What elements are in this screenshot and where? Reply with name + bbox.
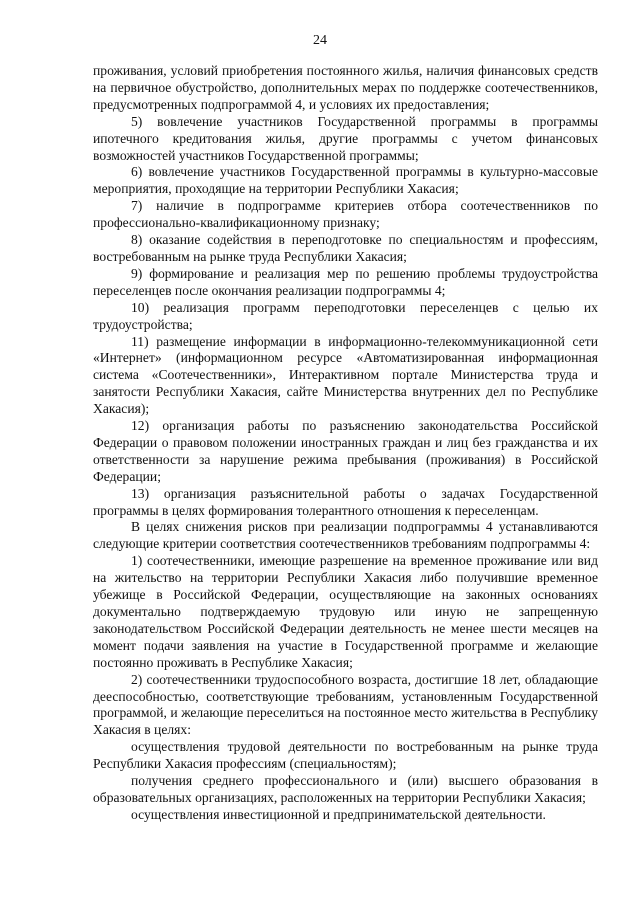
paragraph: 2) соотечественники трудоспособного возраста, достигшие 18 лет, обладающие дееспособностью, соответствующие требованиям, установленным Государственной программой, и желающие переселиться на постоянное место жительства в Республику Хакасия в целях: (93, 671, 598, 738)
paragraph: 7) наличие в подпрограмме критериев отбора соотечественников по профессионально-квалификационному признаку; (93, 198, 598, 231)
paragraph: 8) оказание содействия в переподготовке по специальностям и профессиям, востребованным на рынке труда Республики Хакасия; (93, 232, 598, 264)
paragraph: В целях снижения рисков при реализации подпрограммы 4 устанавливаются следующие критерии соответствия соотечественников требованиям подпрограммы 4: (93, 519, 598, 552)
page-number: 24 (313, 33, 327, 48)
paragraph: 11) размещение информации в информационно-телекоммуникационной сети «Интернет» (информационном ресурсе «Автоматизированная информационная система «Соотечественники», Интерактивном портале Министерства труда и занятости Республики Хакасия, сайте Министерства внутренних дел по Республике Хакасия); (93, 333, 598, 417)
paragraph: 9) формирование и реализация мер по решению проблемы трудоустройства переселенцев после окончания реализации подпрограммы 4; (93, 265, 598, 298)
paragraph: осуществления инвестиционной и предпринимательской деятельности. (131, 806, 546, 822)
paragraph: 13) организация разъяснительной работы о задачах Государственной программы в целях формирования толерантного отношения к переселенцам. (93, 485, 598, 518)
paragraph: осуществления трудовой деятельности по востребованным на рынке труда Республики Хакасия профессиям (специальностям); (93, 739, 598, 772)
paragraph: 12) организация работы по разъяснению законодательства Российской Федерации о правовом положении иностранных граждан и лиц без гражданства и их ответственности за нарушение режима пребывания (проживания) в Российской Федерации; (93, 418, 598, 484)
document-body (93, 63, 598, 824)
paragraph: 6) вовлечение участников Государственной программы в культурно-массовые мероприятия, проходящие на территории Республики Хакасия; (93, 164, 598, 197)
paragraph: 10) реализация программ переподготовки переселенцев с целью их трудоустройства; (93, 299, 598, 332)
paragraph: получения среднего профессионального и (или) высшего образования в образовательных организациях, расположенных на территории Республики Хакасия; (93, 773, 598, 805)
paragraph: 1) соотечественники, имеющие разрешение на временное проживание или вид на жительство на территории Республики Хакасия либо получившие временное убежище в Российской Федерации, осуществляющие на законных основаниях документально подтверждаемую трудовую или иную не запрещенную законодательством Российской Федерации деятельность не менее шести месяцев на момент подачи заявления на участие в Государственной программе и желающие постоянно проживать в Республике Хакасия; (93, 553, 598, 670)
paragraph: проживания, условий приобретения постоянного жилья, наличия финансовых средств на первичное обустройство, дополнительных мерах по поддержке соотечественников, предусмотренных подпрограммой 4, и условиях их предоставления; (93, 63, 598, 112)
paragraph: 5) вовлечение участников Государственной программы в программы ипотечного кредитования жилья, другие программы с учетом финансовых возможностей участников Государственной программы; (93, 113, 598, 163)
